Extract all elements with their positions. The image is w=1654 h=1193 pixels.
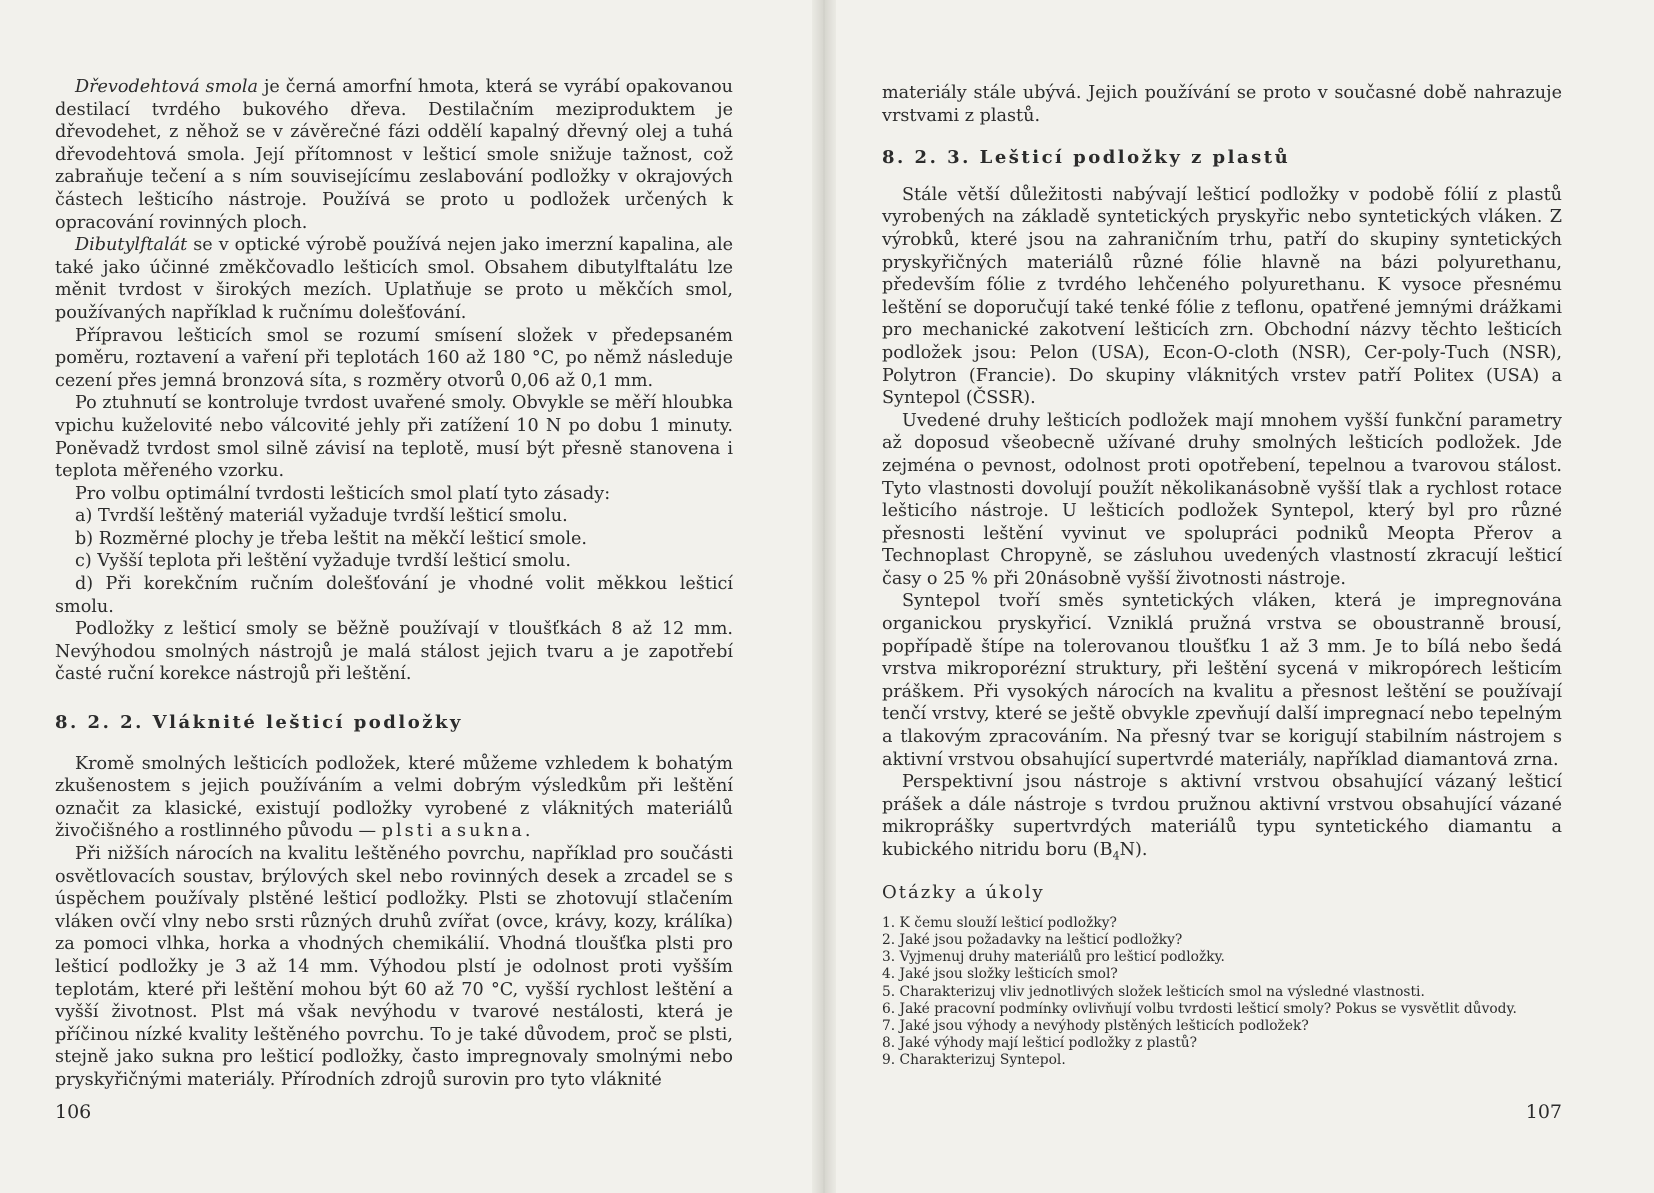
right-page-text	[882, 82, 1562, 1070]
paragraph-preparation: Přípravou lešticích smol se rozumí smísení složek v předepsaném poměru, roztavení a vaření při teplotách 160 až 180 °C, po němž následuje cezení přes jemná bronzová síta, s rozměry otvorů 0,06 až 0,1 mm.	[55, 325, 733, 391]
paragraph-perspective	[882, 771, 1562, 868]
rule-item: c) Vyšší teplota při leštění vyžaduje tvrdší lešticí smolu.	[75, 551, 571, 572]
paragraph-pitch-thickness: Podložky z lešticí smoly se běžně používají v tloušťkách 8 až 12 mm. Nevýhodou smolných nástrojů je malá stálost jejich tvaru a je zapotřebí časté ruční korekce nástrojů při leštění.	[55, 619, 733, 685]
paragraph-text: N).	[1119, 840, 1148, 860]
question-item: 3. Vyjmenuj druhy materiálů pro lešticí podložky.	[882, 949, 1225, 966]
term-dibutyl-phthalate: Dibutylftalát	[75, 235, 188, 256]
questions-list	[882, 915, 1562, 1070]
question-item: 8. Jaké výhody mají lešticí podložky z plastů?	[882, 1035, 1198, 1052]
rule-item: d) Při korekčním ručním dolešťování je vhodné volit měkkou lešticí smolu.	[55, 574, 733, 617]
paragraph-text: Kromě smolných lešticích podložek, které můžeme vzhledem k bohatým zkušenostem s jejich používáním a velmi dobrým výsledkům při leštění označit za klasické, existují podložky vyrobené z vláknitých materiálů živočišného a rostlinného původu —	[55, 753, 733, 842]
section-heading-fibrous-pads: 8. 2. 2. Vláknité lešticí podložky	[55, 712, 463, 734]
right-page	[882, 0, 1562, 1193]
question-item: 5. Charakterizuj vliv jednotlivých složek lešticích smol na výsledné vlastnosti.	[882, 983, 1425, 1000]
question-item: 2. Jaké jsou požadavky na lešticí podložky?	[882, 931, 1183, 948]
paragraph-continuation: materiály stále ubývá. Jejich používání se proto v současné době nahrazuje vrstvami z plastů.	[882, 83, 1562, 126]
paragraph-syntepol: Syntepol tvoří směs syntetických vláken, která je impregnována organickou pryskyřicí. Vzniklá pružná vrstva se oboustranně brousí, popřípadě štípe na tolerovanou tloušťku 1 až 3 mm. Je to bílá nebo šedá vrstva mikroporézní struktury, při leštění sycená v mikropórech lešticím práškem. Při vysokých nárocích na kvalitu a přesnost leštění se používají tenčí vrstvy, které se ještě obvykle zpevňují další impregnací nebo tepelným a tlakovým zpracováním. Na přesný tvar se korigují stabilním nástrojem s aktivní vrstvou obsahující supertvrdé materiály, například diamantová zrna.	[882, 591, 1562, 770]
page-number: 106	[55, 1101, 92, 1123]
term-felt: plsti	[381, 821, 436, 842]
paragraph-text: a	[435, 821, 458, 842]
paragraph-text: je černá amorfní hmota, která se vyrábí opakovanou destilací tvrdého bukového dřeva. Destilačním meziproduktem je dřevodehet, z něhož se v závěrečné fázi oddělí kapalný dřevný olej a tuhá dřevodehtová smola. Její přítomnost v lešticí smole snižuje tažnost, což zabraňuje tečení a s ním souvisejícímu zeslabování podložky v okrajových částech lešticího nástroje. Používá se proto u podložek určených k opracování rovinných ploch.	[55, 77, 733, 233]
book-gutter	[812, 0, 836, 1193]
section-heading-plastic-pads: 8. 2. 3. Lešticí podložky z plastů	[882, 147, 1291, 169]
rule-item: a) Tvrdší leštěný materiál vyžaduje tvrdší lešticí smolu.	[75, 506, 568, 527]
paragraph-rules-intro: Pro volbu optimální tvrdosti lešticích smol platí tyto zásady:	[75, 483, 611, 504]
question-item: 6. Jaké pracovní podmínky ovlivňují volbu tvrdosti lešticí smoly? Pokus se vysvětlit důvody.	[882, 1000, 1517, 1017]
question-item: 7. Jaké jsou výhody a nevýhody plstěných lešticích podložek?	[882, 1017, 1309, 1034]
paragraph-wood-tar-pitch	[55, 76, 733, 234]
paragraph-dibutyl-phthalate	[55, 234, 733, 324]
questions-heading: Otázky a úkoly	[882, 882, 1045, 904]
paragraph-plastic-films: Stále větší důležitosti nabývají lešticí podložky v podobě fólií z plastů vyrobených na základě syntetických pryskyřic nebo syntetických vláken. Z výrobků, které jsou na zahraničním trhu, patří do skupiny syntetických pryskyřičných materiálů různé fólie hlavně na bázi polyurethanu, především fólie z tvrdého lehčeného polyurethanu. K vysoce přesnému leštění se doporučují také tenké fólie z teflonu, opatřené jemnými drážkami pro mechanické zakotvení lešticích zrn. Obchodní názvy těchto lešticích podložek jsou: Pelon (USA), Econ-O-cloth (NSR), Cer-poly-Tuch (NSR), Polytron (Francie). Do skupiny vláknitých vrstev patří Politex (USA) a Syntepol (ČSSR).	[882, 184, 1562, 409]
paragraph-fibrous-intro	[55, 753, 733, 843]
paragraph-felt-pads: Při nižších nárocích na kvalitu leštěného povrchu, například pro součásti osvětlovacích soustav, brýlových skel nebo rovinných desek a zrcadel se s úspěchem používaly plstěné lešticí podložky. Plsti se zhotovují stlačením vláken ovčí vlny nebo srsti různých druhů zvířat (ovce, krávy, kozy, králíka) za pomoci vlhka, horka a vhodných chemikálií. Vhodná tloušťka plsti pro lešticí podložky je 3 až 14 mm. Výhodou plstí je odolnost proti vyšším teplotám, které při leštění mohou být 60 až 70 °C, vyšší rychlost leštění a vyšší životnost. Plst má však nevýhodu v tvarové nestálosti, která je příčinou nízké kvality leštěného povrchu. To je také důvodem, proč se plsti, stejně jako sukna pro lešticí podložky, často impregnovaly smolnými nebo pryskyřičnými materiály. Přírodních zdrojů surovin pro tyto vláknité	[55, 844, 733, 1090]
term-wood-tar-pitch: Dřevodehtová smola	[75, 77, 258, 97]
left-page	[55, 0, 733, 1193]
paragraph-text: se v optické výrobě používá nejen jako imerzní kapalina, ale také jako účinné změkčovadlo lešticích smol. Obsahem dibutylftalátu lze měnit tvrdost v širokých mezích. Uplatňuje se proto u měkčích smol, používaných například k ručnímu dolešťování.	[55, 235, 733, 323]
rule-item: b) Rozměrné plochy je třeba leštit na měkčí lešticí smole.	[75, 528, 588, 549]
paragraph-text: Perspektivní jsou nástroje s aktivní vrstvou obsahující vázaný lešticí prášek a dále nástroje s tvrdou pružnou aktivní vrstvou obsahující vázané mikroprášky supertvrdých materiálů typu syntetického diamantu a kubického nitridu boru (B	[882, 772, 1562, 860]
question-item: 4. Jaké jsou složky lešticích smol?	[882, 966, 1118, 983]
paragraph-hardness-control: Po ztuhnutí se kontroluje tvrdost uvařené smoly. Obvykle se měří hloubka vpichu kuželovité nebo válcovité jehly při zatížení 10 N po dobu 1 minuty. Poněvadž tvrdost smol silně závisí na teplotě, musí být přesně stanovena i teplota měřeného vzorku.	[55, 393, 733, 482]
term-cloth: sukna	[457, 821, 525, 842]
question-item: 1. K čemu slouží lešticí podložky?	[882, 914, 1117, 931]
paragraph-text: .	[524, 821, 531, 842]
subscript: 4	[1112, 849, 1120, 863]
paragraph-parameters: Uvedené druhy lešticích podložek mají mnohem vyšší funkční parametry až doposud všeobecně užívané druhy smolných lešticích podložek. Jde zejména o pevnost, odolnost proti opotřebení, tepelnou a tvarovou stálost. Tyto vlastnosti dovolují použít několikanásobně vyšší tlak a rychlost rotace lešticího nástroje. U lešticích podložek Syntepol, který byl pro různé přesnosti leštění vyvinut ve spolupráci podniků Meopta Přerov a Technoplast Chropyně, se zásluhou uvedených vlastností zkracují lešticí časy o 25 % při 20násobně vyšší životnosti nástroje.	[882, 410, 1562, 589]
question-item: 9. Charakterizuj Syntepol.	[882, 1052, 1066, 1069]
page-number: 107	[1525, 1101, 1562, 1123]
left-page-text	[55, 76, 733, 1092]
